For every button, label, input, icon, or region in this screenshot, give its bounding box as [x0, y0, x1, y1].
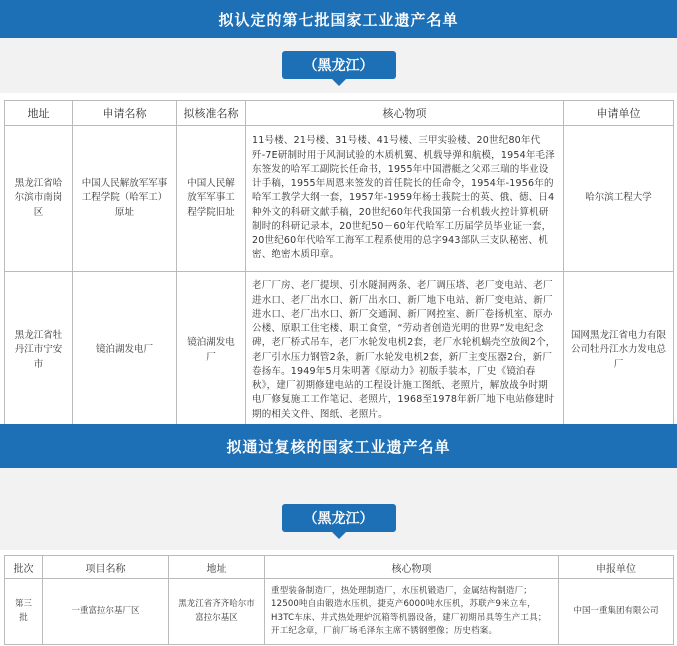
cell-unit: 哈尔滨工程大学 [564, 126, 674, 272]
section1-title: 拟认定的第七批国家工业遗产名单 [218, 11, 459, 29]
cell-address: 黑龙江省牡丹江市宁安市 [5, 272, 73, 430]
header-approved-name: 拟核准名称 [177, 101, 246, 126]
cell-core-items: 老厂厂房、老厂提坝、引水隧洞两条、老厂调压塔、老厂变电站、老厂进水口、老厂出水口、新厂出水口、新厂地下电站、新厂变电站、新厂进水口、老厂出水口、新厂交通洞、新厂网控室、新厂卷扬机室、原办公楼、原职工住宅楼、职工食堂，“劳动者创造光明的世界”发电纪念碑，老厂桥式吊车，老厂水轮发电机2套，老厂水轮机蜗壳空放阀2个，老厂引水压力钢管2条，新厂水轮发电机2套，新厂主变压器2台，新厂卷扬车。1949年5月朱明著《原动力》初版手装本，厂史《镜泊春秋》，建厂初期修建电站的工程设计施工图纸、老照片，解放战争时期电厂修复施工工作笔记、老照片，1968至1978年新厂地下电站修建时期的相关文件、图纸、老照片。 [246, 272, 564, 430]
cell-unit: 国网黑龙江省电力有限公司牡丹江水力发电总厂 [564, 272, 674, 430]
section2-title: 拟通过复核的国家工业遗产名单 [226, 438, 451, 456]
cell-core-items: 重型装备制造厂，热处理制造厂，水压机锻造厂，金属结构制造厂；12500吨自由锻造水压机，捷克产6000吨水压机，苏联产9米立车，H3TC车床、井式热处理炉沉箱等机器设备，建厂初期吊具等生产工具；开工纪念章，厂前厂场毛泽东主席不锈钢塑像；历史档案。 [265, 579, 559, 645]
header-core-items: 核心物项 [246, 101, 564, 126]
cell-approved-name: 中国人民解放军军事工程学院旧址 [177, 126, 246, 272]
table-row [5, 126, 674, 272]
header-unit: 申报单位 [559, 556, 674, 579]
section2-table [4, 555, 674, 645]
table-row [5, 272, 674, 430]
table-row [5, 579, 674, 645]
cell-approved-name: 镜泊湖发电厂 [177, 272, 246, 430]
section2-region: （黑龙江） [282, 504, 396, 532]
section1-region: （黑龙江） [282, 51, 396, 79]
header-address: 地址 [5, 101, 73, 126]
header-core-items: 核心物项 [265, 556, 559, 579]
cell-apply-name: 中国人民解放军军事工程学院（哈军工）原址 [73, 126, 177, 272]
cell-project-name: 一重富拉尔基厂区 [43, 579, 169, 645]
section2-header-row [5, 556, 674, 579]
header-address: 地址 [169, 556, 265, 579]
header-project-name: 项目名称 [43, 556, 169, 579]
cell-apply-name: 镜泊湖发电厂 [73, 272, 177, 430]
header-apply-name: 申请名称 [73, 101, 177, 126]
section1-header-row [5, 101, 674, 126]
section1-subheader [0, 38, 677, 93]
cell-batch: 第三批 [5, 579, 43, 645]
cell-address: 黑龙江省齐齐哈尔市富拉尔基区 [169, 579, 265, 645]
section1-table [4, 100, 674, 430]
header-unit: 申请单位 [564, 101, 674, 126]
cell-address: 黑龙江省哈尔滨市南岗区 [5, 126, 73, 272]
section1-banner [0, 0, 677, 38]
section2-banner [0, 424, 677, 468]
header-batch: 批次 [5, 556, 43, 579]
cell-unit: 中国一重集团有限公司 [559, 579, 674, 645]
cell-core-items: 11号楼、21号楼、31号楼、41号楼、三甲实验楼、20世纪80年代歼-7E研制时用于风洞试验的木质机翼、机载导弹和航模，1954年毛泽东签发的哈军工副院长任命书，1955年中国潜艇之父邓三瑞的毕业设计手稿，1955年周恩来签发的首任院长的任命令，1954年-1956年的哈军工教学大纲一套，1957年-1959年杨士莪院士的英、俄、德、日4种外文的科研文献手稿，20世纪60年代我国第一台机载火控计算机研制时的科研记录本，20世纪50－60年代哈军工历届学员毕业证一套，20世纪60年代哈军工海军工程系使用的总字943部队三支队秘密、机密、绝密木质印章。 [246, 126, 564, 272]
section2-subheader [0, 468, 677, 550]
